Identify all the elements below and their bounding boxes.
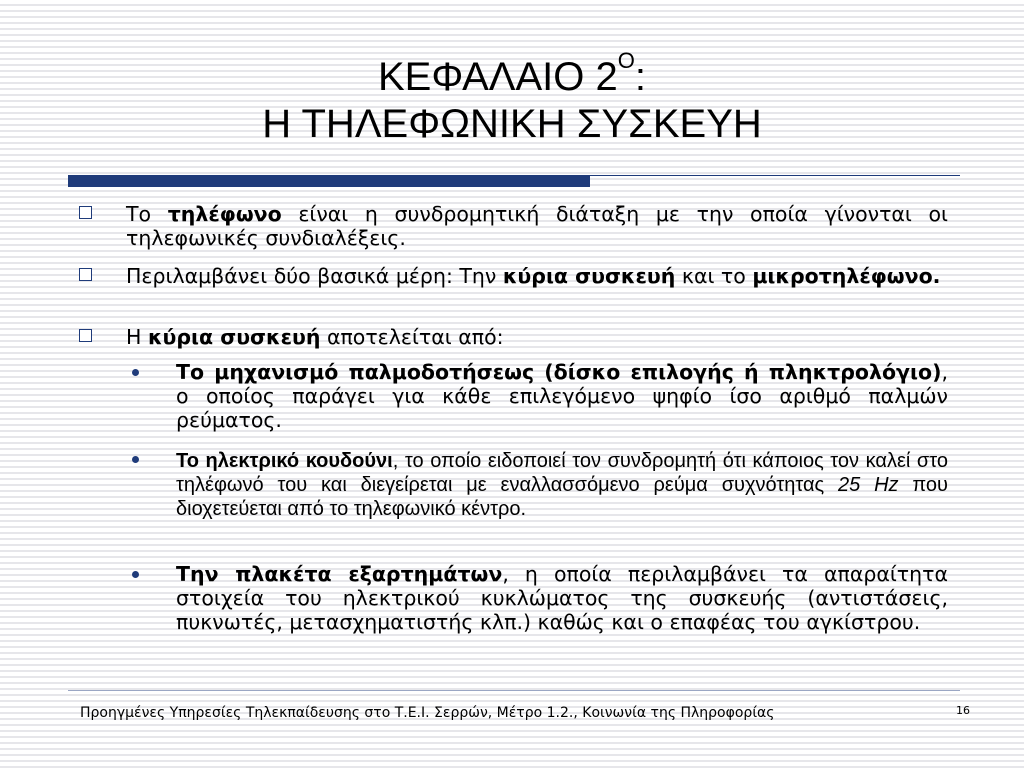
sub-bullet-item: Το ηλεκτρικό κουδούνι, το οποίο ειδοποιεί τον συνδρομητή ότι κάποιος τον καλεί στο τηλέφωνό του και διεγείρεται με εναλλασσόμενο ρεύμα συχνότητας 25 Hz που διοχετεύεται από το τηλεφωνικό κέντρο.: [176, 450, 949, 520]
bold-term: Την πλακέτα εξαρτημάτων: [176, 562, 503, 586]
sub-bullet-item: Την πλακέτα εξαρτημάτων, η οποία περιλαμβάνει τα απαραίτητα στοιχεία του ηλεκτρικού κυκλώματος της συσκευής (αντιστάσεις, πυκνωτές, μετασχηματιστής κλπ.) καθώς και ο επαφέας του αγκίστρου.: [176, 562, 948, 634]
page-number: 16: [956, 704, 970, 717]
frequency-value: 25 Hz: [838, 474, 899, 496]
bold-term: Το μηχανισμό παλμοδοτήσεως (δίσκο επιλογής ή πληκτρολόγιο): [176, 360, 942, 384]
bold-term: τηλέφωνο: [167, 202, 282, 226]
bold-term: κύρια συσκευή: [147, 325, 321, 349]
title-line-2: Η ΤΗΛΕΦΩΝΙΚΗ ΣΥΣΚΕΥΗ: [262, 102, 762, 146]
round-bullet-icon: [132, 571, 139, 578]
bullet-item: Η κύρια συσκευή αποτελείται από:: [126, 325, 504, 349]
square-bullet-icon: [79, 268, 92, 281]
bold-term: Το ηλεκτρικό κουδούνι: [176, 450, 393, 472]
bold-term: μικροτηλέφωνο.: [752, 264, 941, 288]
round-bullet-icon: [132, 456, 139, 463]
footer-divider: [68, 690, 960, 691]
square-bullet-icon: [79, 329, 92, 342]
title-line-1: ΚΕΦΑΛΑΙΟ $2^O$:: [377, 48, 647, 99]
bullet-item: Περιλαμβάνει δύο βασικά μέρη: Την κύρια συσκευή και το μικροτηλέφωνο.: [126, 264, 941, 288]
title-superscript: Ο: [617, 48, 635, 73]
sub-bullet-item: Το μηχανισμό παλμοδοτήσεως (δίσκο επιλογής ή πληκτρολόγιο), ο οποίος παράγει για κάθε επιλεγόμενο ψηφίο ίσο αριθμό παλμών ρεύματος.: [176, 360, 948, 432]
footer-text: Προηγμένες Υπηρεσίες Τηλεκπαίδευσης στο Τ.Ε.Ι. Σερρών, Μέτρο 1.2., Κοινωνία της Πληροφορίας: [80, 705, 775, 721]
bullet-item: Το τηλέφωνο είναι η συνδρομητική διάταξη με την οποία γίνονται οι τηλεφωνικές συνδιαλέξεις.: [126, 202, 948, 250]
bold-term: κύρια συσκευή: [502, 264, 676, 288]
round-bullet-icon: [132, 369, 139, 376]
square-bullet-icon: [79, 206, 92, 219]
